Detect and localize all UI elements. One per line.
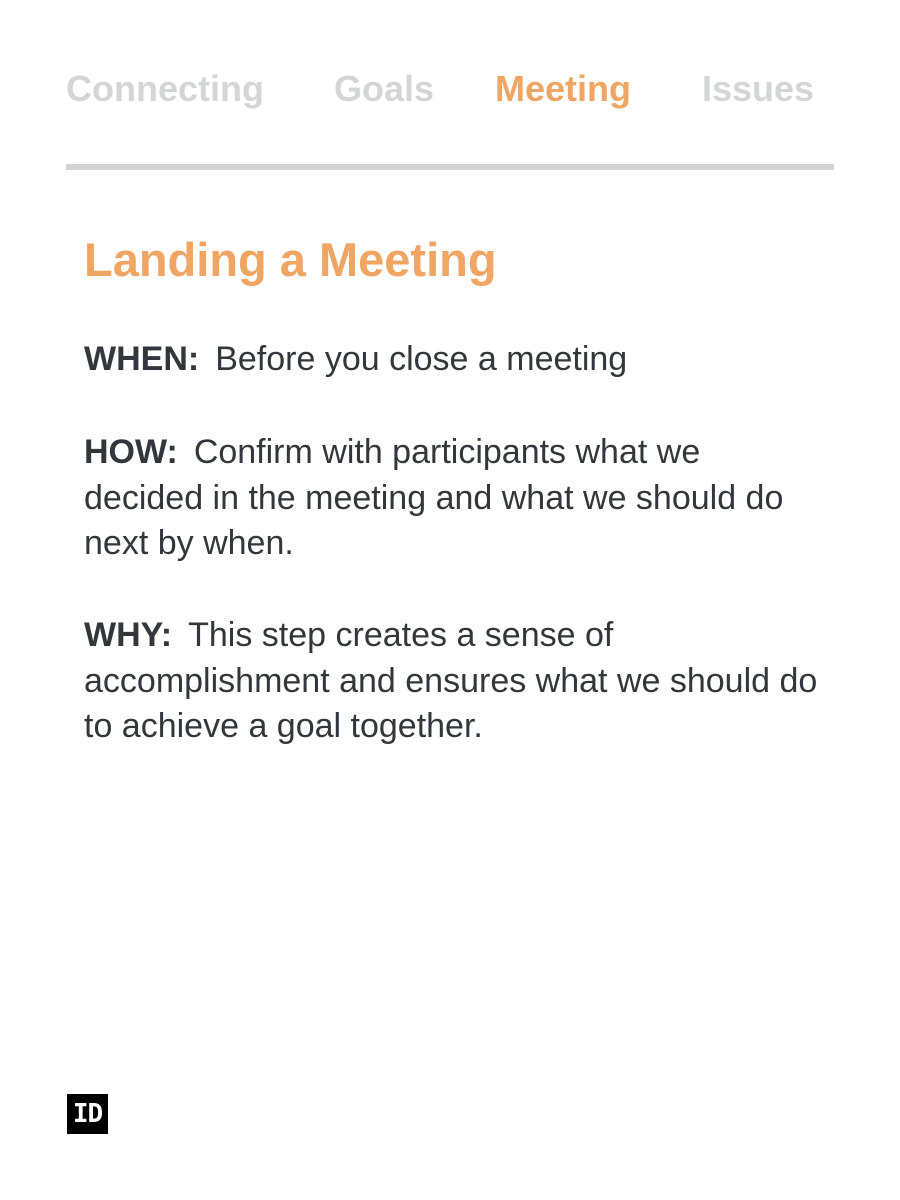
- tab-connecting[interactable]: Connecting: [66, 68, 264, 109]
- tab-divider: [66, 164, 834, 170]
- how-text: Confirm with participants what we decided in the meeting and what we should do next by when.: [84, 433, 784, 562]
- tab-goals[interactable]: Goals: [334, 68, 435, 109]
- id-logo: ID: [67, 1094, 108, 1134]
- tab-meeting[interactable]: Meeting: [495, 68, 632, 109]
- why-text: This step creates a sense of accomplishment and ensures what we should do to achieve a goal together.: [84, 616, 818, 745]
- how-label: HOW:: [84, 433, 178, 471]
- when-text: Before you close a meeting: [215, 340, 628, 378]
- why-section: [84, 613, 824, 750]
- tab-issues[interactable]: Issues: [702, 68, 815, 109]
- tab-bar: [66, 66, 834, 116]
- why-label: WHY:: [84, 616, 173, 654]
- page-title: Landing a Meeting: [84, 233, 497, 286]
- how-section: [84, 430, 824, 567]
- when-section: [84, 337, 824, 383]
- when-label: WHEN:: [84, 340, 200, 378]
